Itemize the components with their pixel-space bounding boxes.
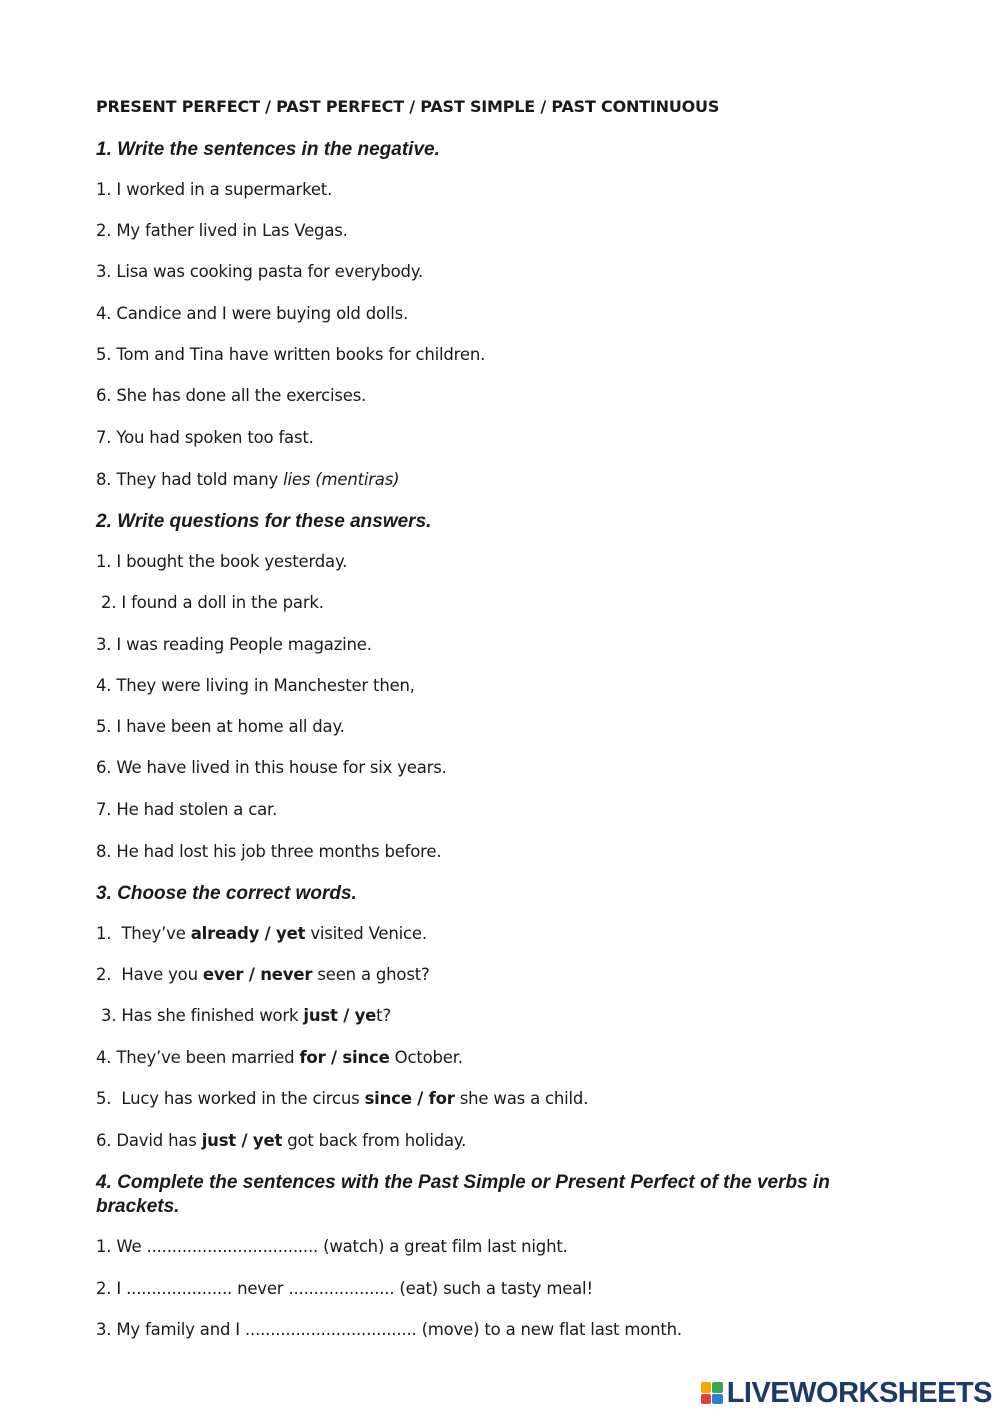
list-item: 6. We have lived in this house for six years. [96, 758, 447, 777]
item-choice: for / since [299, 1048, 390, 1067]
item-choice: since / for [364, 1089, 455, 1108]
list-item: 1. We .................................. (watch) a great film last night. [96, 1237, 568, 1256]
logo-text: LIVEWORKSHEETS [726, 1376, 992, 1409]
list-item: 1. I worked in a supermarket. [96, 180, 333, 199]
item-text: October. [389, 1048, 463, 1067]
list-item: 2. My father lived in Las Vegas. [96, 221, 348, 240]
logo-mark-icon [701, 1382, 723, 1404]
liveworksheets-logo [701, 1378, 992, 1408]
list-item: 1. I bought the book yesterday. [96, 552, 348, 571]
list-item: 6. She has done all the exercises. [96, 386, 367, 405]
logo-square [701, 1394, 712, 1405]
logo-square [712, 1382, 723, 1393]
list-item [96, 924, 427, 943]
list-item: 2. I ..................... never ..................... (eat) such a tasty meal! [96, 1279, 593, 1298]
list-item: 3. Lisa was cooking pasta for everybody. [96, 262, 423, 281]
list-item [96, 1089, 588, 1108]
list-item: 5. Tom and Tina have written books for children. [96, 345, 486, 364]
list-item [96, 1006, 391, 1025]
item-text: 1. They’ve [96, 924, 191, 943]
list-item [96, 965, 430, 984]
item-text: she was a child. [454, 1089, 589, 1108]
list-item [96, 1131, 466, 1150]
list-item [96, 470, 399, 489]
item-text: t? [376, 1006, 391, 1025]
list-item: 3. I was reading People magazine. [96, 635, 372, 654]
section-heading-1: 1. Write the sentences in the negative. [96, 139, 440, 160]
section-heading-3: 3. Choose the correct words. [96, 883, 357, 904]
item-text: got back from holiday. [282, 1131, 467, 1150]
item-text: 8. They had told many [96, 470, 284, 489]
list-item: 3. My family and I .................................. (move) to a new flat last month. [96, 1320, 682, 1339]
page-title: PRESENT PERFECT / PAST PERFECT / PAST SIMPLE / PAST CONTINUOUS [96, 97, 720, 116]
logo-square [701, 1382, 712, 1393]
item-text: 5. Lucy has worked in the circus [96, 1089, 365, 1108]
list-item: 7. You had spoken too fast. [96, 428, 314, 447]
item-text: 4. They’ve been married [96, 1048, 300, 1067]
section-heading-2: 2. Write questions for these answers. [96, 511, 432, 532]
list-item: 7. He had stolen a car. [96, 800, 278, 819]
item-choice: ever / never [202, 965, 313, 984]
item-choice: just / yet [201, 1131, 283, 1150]
list-item [96, 1048, 463, 1067]
item-text: 2. Have you [96, 965, 203, 984]
list-item: 4. Candice and I were buying old dolls. [96, 304, 409, 323]
section-heading-4: 4. Complete the sentences with the Past Simple or Present Perfect of the verbs in brackets. [96, 1172, 830, 1217]
list-item: 5. I have been at home all day. [96, 717, 345, 736]
list-item: 4. They were living in Manchester then, [96, 676, 415, 695]
item-text: 3. Has she finished work [96, 1006, 304, 1025]
list-item: 2. I found a doll in the park. [96, 593, 324, 612]
item-choice: already / yet [190, 924, 306, 943]
item-text: 6. David has [96, 1131, 202, 1150]
logo-square [712, 1394, 723, 1405]
item-text: seen a ghost? [312, 965, 430, 984]
list-item: 8. He had lost his job three months before. [96, 842, 442, 861]
item-choice: just / ye [303, 1006, 377, 1025]
item-text: visited Venice. [305, 924, 427, 943]
item-italic: lies (mentiras) [283, 470, 400, 489]
